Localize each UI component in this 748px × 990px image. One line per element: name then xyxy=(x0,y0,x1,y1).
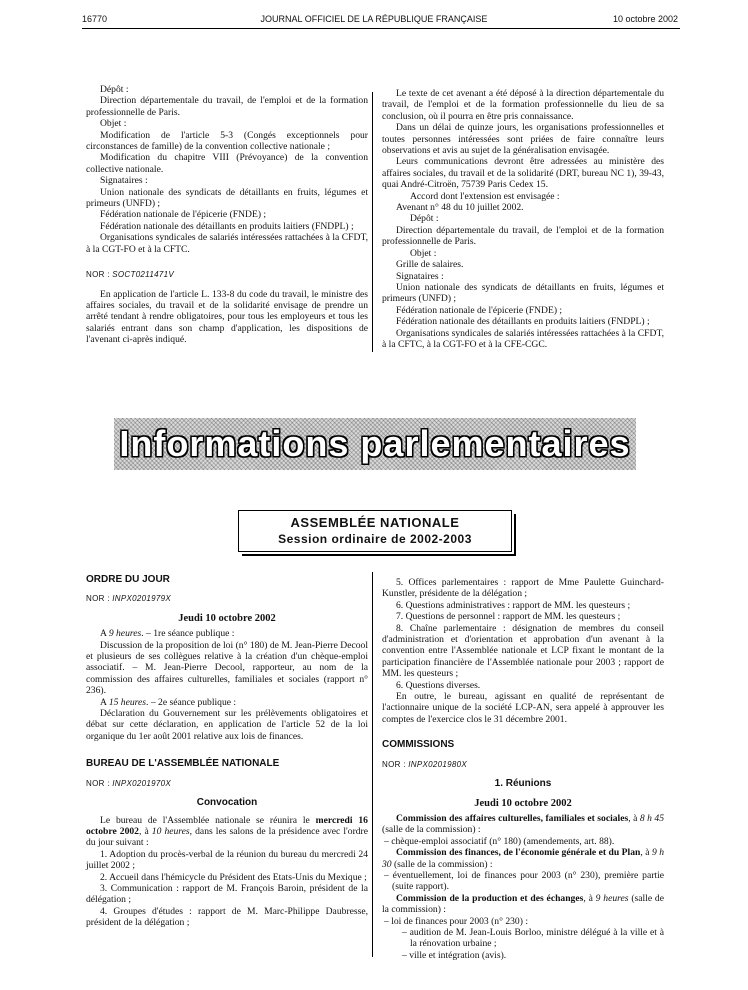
objet-label: Objet : xyxy=(410,247,437,259)
commission-at: , à xyxy=(583,892,596,904)
commission-1 xyxy=(382,813,664,836)
assemblee-box xyxy=(238,510,512,552)
accord-line: Accord dont l'extension est envisagée : xyxy=(410,190,560,202)
commission-room: (salle de la commission) : xyxy=(391,858,493,870)
seance-1-text: Discussion de la proposition de loi (n° 180) de M. Jean-Pierre Decool et plusieurs de ses collègues relative à la création d'un chèque-emploi associatif. – M. Jean-Pierre Decool, rapporteur, au nom de la commission des affaires culturelles, familiales et sociales (rapport n° 236). xyxy=(86,639,368,697)
commission-3 xyxy=(382,893,664,916)
depot-label: Dépôt : xyxy=(410,213,439,225)
agenda-item: 4. Groupes d'études : rapport de M. Marc-Philippe Daubresse, président de la délégation ; xyxy=(86,905,368,929)
nor-label: NOR : xyxy=(382,759,406,769)
session-date: Jeudi 10 octobre 2002 xyxy=(178,612,276,624)
issue-date: 10 octobre 2002 xyxy=(612,14,678,24)
paragraph: Leurs communications devront être adressées au ministère des affaires sociales, du travail et de la solidarité (DRT, bureau NC 1), 39-43, quai André-Citroën, 75739 Paris Cedex 15. xyxy=(382,156,664,191)
nor-code: SOCT0211471V xyxy=(112,270,174,280)
signataire-item: Union nationale des syndicats de détaillants en fruits, légumes et primeurs (UNFD) ; xyxy=(382,281,664,305)
en-outre-paragraph: En outre, le bureau, agissant en qualité de représentant de l'actionnaire unique de la société LCP-AN, sera appelé à approuver les comptes de l'exercice clos le 31 décembre 2001. xyxy=(382,691,664,725)
ordre-du-jour-heading: ORDRE DU JOUR xyxy=(86,574,170,585)
section-banner xyxy=(114,418,636,470)
bureau-heading: BUREAU DE L'ASSEMBLÉE NATIONALE xyxy=(86,758,280,770)
signataire-item: Fédération nationale de l'épicerie (FNDE) ; xyxy=(396,304,563,316)
agenda-item: 3. Communication : rapport de M. François Baroin, président de la délégation ; xyxy=(86,882,368,906)
agenda-item: 5. Offices parlementaires : rapport de Mme Paulette Guinchard-Kunstler, présidente de la délégation ; xyxy=(382,577,664,600)
commission-time: 8 h 45 xyxy=(639,812,664,824)
reunion-date: Jeudi 10 octobre 2002 xyxy=(474,797,572,809)
agenda-item: 6. Questions diverses. xyxy=(396,679,481,691)
header-rule xyxy=(82,28,680,29)
column-divider xyxy=(372,572,373,957)
intro-part: Le bureau de l'Assemblée nationale se réunira le xyxy=(100,814,316,826)
nor-label: NOR : xyxy=(86,270,110,280)
nor-label: NOR : xyxy=(86,778,110,788)
nor-code: INPX0201970X xyxy=(112,778,172,788)
signataire-item: Organisations syndicales de salariés intéressées rattachées à la CFDT, à la CGT-FO et à la CFTC. xyxy=(86,232,368,255)
signataires-label: Signataires : xyxy=(396,270,444,282)
seance-1-header: A 9 heures. – 1re séance publique : xyxy=(100,628,235,640)
agenda-item: 2. Accueil dans l'hémicycle du Président des Etats-Unis du Mexique ; xyxy=(100,871,367,883)
intro-part: , dans les salons de la présidence avec l'ordre du jour suivant : xyxy=(86,825,369,849)
convocation-heading: Convocation xyxy=(196,797,258,809)
seance-2-header: A 15 heures. – 2e séance publique : xyxy=(100,696,237,708)
intro-part: , à xyxy=(138,825,152,837)
signataire-item: Organisations syndicales de salariés intéressées rattachées à la CFDT, à la CFTC, à la CGT-FO et à la CFE-CGC. xyxy=(382,327,664,350)
banner-title: Informations parlementaires xyxy=(119,423,631,464)
commission-at: , à xyxy=(640,847,652,859)
seance-2-time: 15 heures xyxy=(108,696,147,708)
reunions-heading: 1. Réunions xyxy=(494,778,552,790)
commission-item: – chèque-emploi associatif (n° 180) (amendements, art. 88). xyxy=(384,835,615,847)
top-right-column xyxy=(382,88,664,350)
depot-text: Direction départementale du travail, de l'emploi et de la formation professionnelle de Paris. xyxy=(86,95,368,118)
depot-label: Dépôt : xyxy=(100,84,129,95)
bottom-right-column xyxy=(382,577,664,961)
commission-item: – éventuellement, loi de finances pour 2003 (n° 230), première partie (suite rapport). xyxy=(384,869,664,893)
meeting-time: 10 heures xyxy=(151,825,190,837)
objet-text: Grille de salaires. xyxy=(396,259,464,271)
commission-name: Commission des finances, de l'économie générale et du Plan xyxy=(396,847,641,859)
commission-time: 9 h 30 xyxy=(382,847,664,870)
nor-reference xyxy=(86,593,368,604)
column-divider xyxy=(372,92,373,352)
nor-reference xyxy=(382,759,664,770)
page-header xyxy=(0,14,748,28)
agenda-item: 8. Chaîne parlementaire : désignation de membres du conseil d'administration et d'orientation et approbation d'un avenant à la convention entre l'Assemblée nationale et LCP fixant le montant de la participation financière de l'Assemblée nationale pour 2003 ; rapport de MM. les questeurs ; xyxy=(382,622,664,680)
seance-1-label: . – 1re séance publique : xyxy=(141,628,235,640)
signataire-item: Fédération nationale de l'épicerie (FNDE) ; xyxy=(100,209,267,221)
nor-label: NOR : xyxy=(86,594,110,604)
commission-2 xyxy=(382,847,664,870)
session-subtitle: Session ordinaire de 2002-2003 xyxy=(278,532,472,546)
journal-title: JOURNAL OFFICIEL DE LA RÉPUBLIQUE FRANÇAISE xyxy=(260,14,488,24)
commission-name: Commission des affaires culturelles, familiales et sociales xyxy=(396,812,629,824)
agenda-item: 7. Questions de personnel : rapport de MM. les questeurs ; xyxy=(396,611,621,623)
meeting-date: mercredi 16 octobre 2002 xyxy=(86,814,368,837)
commission-room: (salle de la commission) : xyxy=(382,892,664,916)
commissions-heading: COMMISSIONS xyxy=(382,739,455,751)
page-number: 16770 xyxy=(82,14,108,24)
agenda-item: 6. Questions administratives : rapport de MM. les questeurs ; xyxy=(396,599,631,611)
seance-2-label: . – 2e séance publique : xyxy=(146,696,237,708)
signataire-item: Union nationale des syndicats de détaillants en fruits, légumes et primeurs (UNFD) ; xyxy=(86,186,368,210)
seance-2-text: Déclaration du Gouvernement sur les prélèvements obligatoires et débat sur cette déclaration, en application de l'article 52 de la loi organique du 1er août 2001 relative aux lois de finances. xyxy=(86,708,368,742)
nor-code: INPX0201979X xyxy=(112,594,172,604)
commission-name: Commission de la production et des échanges xyxy=(396,892,584,904)
assemblee-title: ASSEMBLÉE NATIONALE xyxy=(290,515,460,530)
agenda-item: 1. Adoption du procès-verbal de la réunion du bureau du mercredi 24 juillet 2002 ; xyxy=(86,848,368,872)
application-paragraph: En application de l'article L. 133-8 du code du travail, le ministre des affaires sociales, du travail et de la solidarité envisage de prendre un arrêté tendant à rendre obligatoires, pour tous les employeurs et tous les salariés entrant dans son champ d'application, les dispositions de l'avenant ci-après indiqué. xyxy=(86,288,368,346)
objet-item: Modification de l'article 5-3 (Congés exceptionnels pour circonstances de famille) de la convention collective nationale ; xyxy=(86,129,368,153)
signataires-label: Signataires : xyxy=(100,175,148,187)
commission-subitem: – ville et intégration (avis). xyxy=(402,949,507,961)
signataire-item: Fédération nationale des détaillants en produits laitiers (FNDPL) ; xyxy=(100,220,354,232)
objet-item: Modification du chapitre VIII (Prévoyance) de la convention collective nationale. xyxy=(86,152,368,175)
paragraph: Dans un délai de quinze jours, les organisations professionnelles et toutes personnes intéressées sont priées de faire connaître leurs observations et avis au sujet de la généralisation envisagée. xyxy=(382,122,664,157)
signataire-item: Fédération nationale des détaillants en produits laitiers (FNDPL) ; xyxy=(396,316,650,328)
nor-reference xyxy=(86,778,368,789)
depot-text: Direction départementale du travail, de l'emploi et de la formation professionnelle de Paris. xyxy=(382,224,664,248)
nor-reference xyxy=(86,269,368,280)
bottom-left-column xyxy=(86,574,368,929)
commission-item: – loi de finances pour 2003 (n° 230) : xyxy=(384,915,528,927)
paragraph: Le texte de cet avenant a été déposé à la direction départementale du travail, de l'emploi et de la formation professionnelle du lieu de sa conclusion, où il pourra en être pris connaissance. xyxy=(382,88,664,122)
commission-subitem: – audition de M. Jean-Louis Borloo, ministre délégué à la ville et à la rénovation urbaine ; xyxy=(402,926,664,950)
objet-label: Objet : xyxy=(100,118,127,130)
top-left-column xyxy=(86,84,368,346)
seance-1-time: 9 heures xyxy=(108,628,142,640)
commission-time: 9 heures xyxy=(595,892,629,904)
commission-at: , à xyxy=(628,812,640,824)
avenant-line: Avenant n° 48 du 10 juillet 2002. xyxy=(396,202,524,214)
nor-code: INPX0201980X xyxy=(408,759,468,769)
commission-room: (salle de la commission) : xyxy=(382,824,481,836)
convocation-intro xyxy=(86,815,368,849)
